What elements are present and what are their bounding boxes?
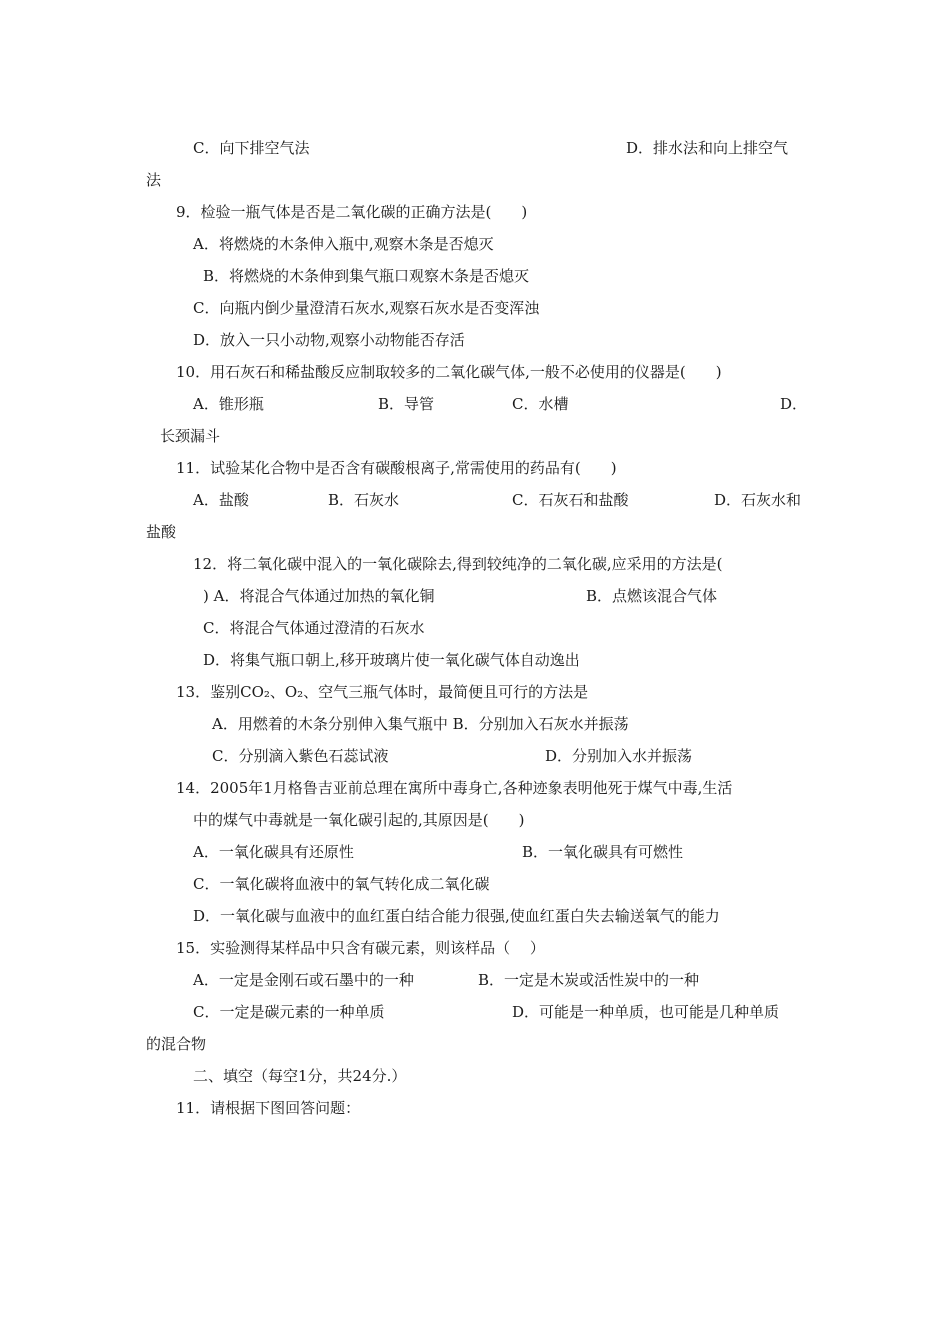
text-segment: 法: [146, 171, 162, 189]
option-d: D．分别加入水并振荡: [545, 747, 693, 765]
text-segment: 的混合物: [146, 1035, 207, 1053]
option-b: B．石灰水: [328, 491, 400, 509]
option-d: D．石灰水和: [714, 491, 802, 509]
option-d: D．放入一只小动物,观察小动物能否存活: [193, 331, 465, 349]
option-c: C．一定是碳元素的一种单质: [193, 1003, 385, 1021]
question-stem: 14．2005年1月格鲁吉亚前总理在寓所中毒身亡,各种迹象表明他死于煤气中毒,生活: [176, 779, 733, 797]
option-a: A．将燃烧的木条伸入瓶中,观察木条是否熄灭: [193, 235, 494, 253]
option-a: A．一定是金刚石或石墨中的一种: [193, 971, 414, 989]
option-c: C．向瓶内倒少量澄清石灰水,观察石灰水是否变浑浊: [193, 299, 540, 317]
text-segment: 长颈漏斗: [160, 427, 221, 445]
question-stem-cont: 中的煤气中毒就是一氧化碳引起的,其原因是( ): [193, 811, 525, 829]
question-stem: 10．用石灰石和稀盐酸反应制取较多的二氧化碳气体,一般不必使用的仪器是( ): [176, 363, 722, 381]
option-a: A．盐酸: [193, 491, 249, 509]
question-stem: 12．将二氧化碳中混入的一氧化碳除去,得到较纯净的二氧化碳,应采用的方法是(: [193, 555, 723, 573]
option-a: A．一氧化碳具有还原性: [193, 843, 354, 861]
question-stem: 11．请根据下图回答问题：: [176, 1099, 361, 1117]
option-a: ) A．将混合气体通过加热的氧化铜: [203, 587, 435, 605]
option-b: B．导管: [378, 395, 435, 413]
question-stem: 13．鉴别CO₂、O₂、空气三瓶气体时，最简便且可行的方法是: [176, 683, 589, 701]
option-a: A．锥形瓶: [193, 395, 264, 413]
option-c: C．石灰石和盐酸: [512, 491, 629, 509]
option-d: D．将集气瓶口朝上,移开玻璃片使一氧化碳气体自动逸出: [203, 651, 580, 669]
option-c: C．水槽: [512, 395, 569, 413]
question-stem: 9．检验一瓶气体是否是二氧化碳的正确方法是( ): [176, 203, 528, 221]
option-d: D．: [780, 395, 808, 413]
question-stem: 15．实验测得某样品中只含有碳元素，则该样品（ ）: [176, 939, 545, 957]
question-stem: 11．试验某化合物中是否含有碳酸根离子,常需使用的药品有( ): [176, 459, 617, 477]
section-title: 二、填空（每空1分，共24分.）: [193, 1067, 407, 1085]
option-b: B．将燃烧的木条伸到集气瓶口观察木条是否熄灭: [203, 267, 530, 285]
option-c: C．一氧化碳将血液中的氧气转化成二氧化碳: [193, 875, 490, 893]
option-d: D．一氧化碳与血液中的血红蛋白结合能力很强,使血红蛋白失去输送氧气的能力: [193, 907, 720, 925]
option-b: B．点燃该混合气体: [586, 587, 718, 605]
text-segment: C．向下排空气法: [193, 139, 310, 157]
option-c: C．将混合气体通过澄清的石灰水: [203, 619, 425, 637]
text-segment: D．排水法和向上排空气: [626, 139, 789, 157]
option-d: D．可能是一种单质，也可能是几种单质: [512, 1003, 780, 1021]
option-c: C．分别滴入紫色石蕊试液: [212, 747, 389, 765]
option-b: B．一氧化碳具有可燃性: [522, 843, 684, 861]
option-b: B．一定是木炭或活性炭中的一种: [478, 971, 700, 989]
option-a-b: A．用燃着的木条分别伸入集气瓶中 B．分别加入石灰水并振荡: [212, 715, 629, 733]
text-segment: 盐酸: [146, 523, 177, 541]
